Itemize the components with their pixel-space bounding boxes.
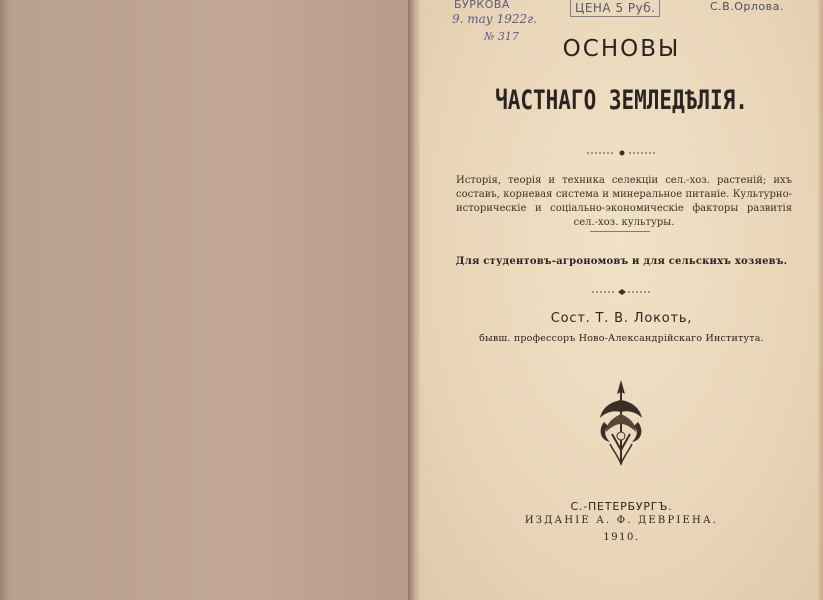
bookseller-stamp: БУРКОВА [454,0,510,11]
page-right-edge [817,0,823,600]
owner-stamp: С.В.Орлова. [710,0,784,13]
audience-text: Для студентовъ-агрономовъ и для сельскихъ хозяевъ. [455,256,788,267]
handwritten-number: № 317 [484,30,519,43]
page-edge-shadow [0,0,10,600]
author-position: бывш. профессоръ Ново-Александрійскаго Института. [479,333,764,344]
imprint-year: 1910. [603,532,640,543]
divider-line [590,231,650,232]
title-page [420,0,823,600]
title-line-1: ОСНОВЫ [562,36,681,62]
price-stamp: ЦЕНА 5 Руб. [570,0,660,17]
ornament-divider-icon [420,142,823,150]
publisher-emblem-icon [592,378,650,468]
imprint-city: С.-ПЕТЕРБУРГЪ. [570,500,673,513]
title-line-2: ЧАСТНАГО ЗЕМЛЕДѢЛІЯ. [495,85,748,115]
ornament-divider-icon [420,281,823,289]
imprint-publisher: ИЗДАНІЕ А. Ф. ДЕВРІЕНА. [524,515,719,526]
subtitle-text: Исторія, теорія и техника селекціи сел.-хоз. растеній; ихъ составъ, корневая система и минеральное питаніе. Культурно-историческіе и соціально-экономическіе факторы развитія сел.-хоз. культуры. [456,175,792,228]
author-name: Сост. Т. В. Локоть, [550,311,693,326]
handwritten-date: 9. тау 1922г. [452,12,537,26]
